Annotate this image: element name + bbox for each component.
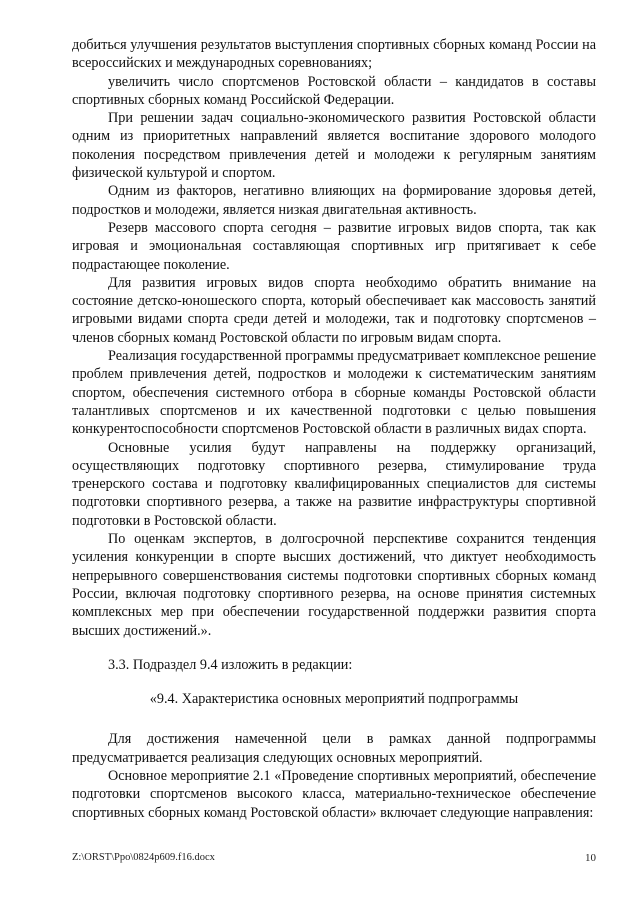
paragraph-6: Для развития игровых видов спорта необходимо обратить внимание на состояние детско-юношеского спорта, который обеспечивает как массовость занятий игровыми видами спорта среди детей и молодежи, так и подготовку спортсменов – членов сборных команд Ростовской области по игровым видам спорта. <box>72 274 596 346</box>
paragraph-2: увеличить число спортсменов Ростовской области – кандидатов в составы спортивных сборных команд Российской Федерации. <box>72 73 596 108</box>
paragraph-9: По оценкам экспертов, в долгосрочной перспективе сохранится тенденция усиления конкуренции в спорте высших достижений, что диктует необходимость непрерывного совершенствования системы подготовки спортивных сборных команд России, включая подготовку спортивного резерва, на основе принятия системных комплексных мер при обеспечении государственной поддержки развития спорта высших достижений.». <box>72 531 596 639</box>
footer-file-path: Z:\ORST\Ppo\0824p609.f16.docx <box>72 852 215 863</box>
document-body <box>72 36 596 822</box>
paragraph-1: добиться улучшения результатов выступления спортивных сборных команд России на всероссийских и международных соревнованиях; <box>72 37 596 72</box>
paragraph-10: Для достижения намеченной цели в рамках данной подпрограммы предусматривается реализация следующих основных мероприятий. <box>72 731 596 766</box>
subsection-title: «9.4. Характеристика основных мероприятий подпрограммы <box>149 691 519 708</box>
paragraph-5: Резерв массового спорта сегодня – развитие игровых видов спорта, так как игровая и эмоциональная составляющая спортивных игр притягивает к себе подрастающее поколение. <box>72 219 596 273</box>
paragraph-3: При решении задач социально-экономического развития Ростовской области одним из приоритетных направлений является воспитание здорового молодого поколения посредством привлечения детей и молодежи к регулярным занятиям физической культурой и спортом. <box>72 110 596 182</box>
section-heading: 3.3. Подраздел 9.4 изложить в редакции: <box>108 656 353 673</box>
paragraph-4: Одним из факторов, негативно влияющих на формирование здоровья детей, подростков и молодежи, является низкая двигательная активность. <box>72 183 596 218</box>
paragraph-8: Основные усилия будут направлены на поддержку организаций, осуществляющих подготовку спортивного резерва, стимулирование труда тренерского состава и подготовку квалифицированных специалистов для системы подготовки спортивного резерва, а также на развитие инфраструктуры спортивной подготовки в Ростовской области. <box>72 439 596 529</box>
paragraph-11: Основное мероприятие 2.1 «Проведение спортивных мероприятий, обеспечение подготовки спортсменов высокого класса, материально-техническое обеспечение спортивных сборных команд Ростовской области» включает следующие направления: <box>72 767 596 821</box>
page-number: 10 <box>585 852 596 864</box>
paragraph-7: Реализация государственной программы предусматривает комплексное решение проблем привлечения детей, подростков и молодежи к систематическим занятиям спортом, обеспечения системного отбора в сборные команды Ростовской области талантливых спортсменов и их качественной подготовки с целью повышения конкурентоспособности спортсменов Ростовской области в различных видах спорта. <box>72 348 596 438</box>
